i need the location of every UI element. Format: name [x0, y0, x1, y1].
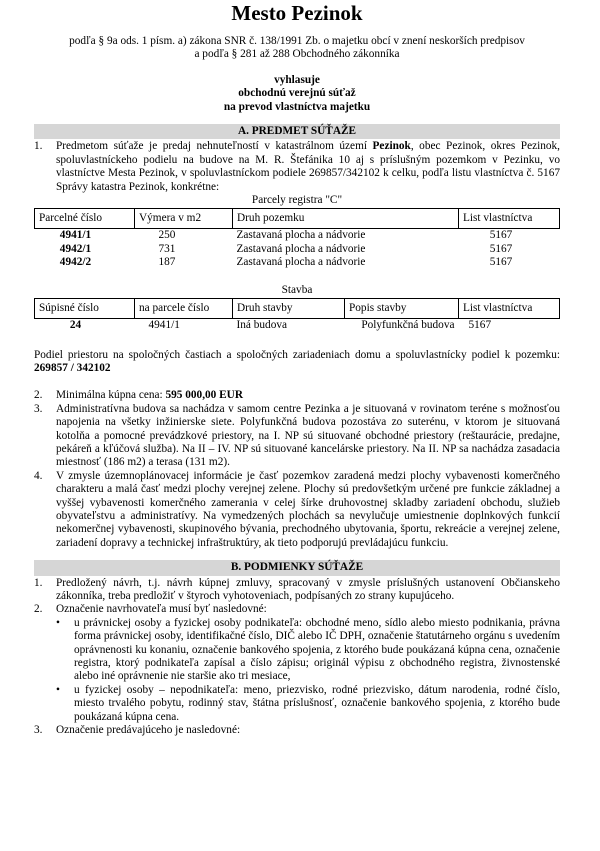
column-header: Druh pozemku [233, 209, 459, 229]
section-a-heading: A. PREDMET SÚŤAŽE [34, 124, 560, 139]
item-text: Predmetom súťaže je predaj nehnuteľností v katastrálnom území [56, 140, 373, 153]
table-cell: 4941/1 [59, 229, 92, 242]
table-row [35, 229, 560, 243]
stavba-table [34, 298, 560, 332]
section-a-item-4 [34, 470, 560, 550]
table-header-row [35, 299, 560, 319]
table-cell: 4942/2 [59, 256, 92, 269]
item-text: Predložený návrh, t.j. návrh kúpnej zmluvy, spracovaný v zmysle príslušných ustanovení Občianskeho zákonníka, treba predložiť v štyroch vyhotoveniach, podpísaných zo strany kupujúceho. [56, 576, 560, 602]
section-b-list [34, 577, 560, 617]
table-cell: Iná budova [236, 319, 288, 332]
column-header: Súpisné číslo [35, 299, 135, 319]
section-a-list [34, 140, 560, 194]
announcement [34, 74, 560, 114]
podiel-text: Podiel priestoru na spoločných častiach a spoločných zariadeniach domu a spoluvlastnícky podiel k pozemku: [34, 348, 560, 361]
column-header: na parcele číslo [135, 299, 233, 319]
section-b-item-2 [34, 603, 560, 616]
legal-basis-line-1: podľa § 9a ods. 1 písm. a) zákona SNR č. 138/1991 Zb. o majetku obcí v znení neskorších predpisov [69, 35, 525, 47]
parcely-table [34, 208, 560, 269]
item-number: 2. [34, 389, 43, 402]
stavba-caption: Stavba [281, 283, 313, 296]
bullet-icon: • [56, 616, 60, 629]
section-a-item-3 [34, 403, 560, 470]
table-cell: Polyfunkčná budova [361, 319, 455, 332]
legal-basis-line-2: a podľa § 281 až 288 Obchodného zákonníka [194, 48, 400, 61]
item-number: 3. [34, 724, 43, 737]
item-number: 1. [34, 140, 43, 153]
bullet-text: u fyzickej osoby – nepodnikateľa: meno, priezvisko, rodné priezvisko, dátum narodenia, rodné číslo, miesto trvalého pobytu, rodinný stav, štátna príslušnosť, označenie bankového spojenia, z ktorého bude poukázaná kúpna cena. [74, 683, 560, 723]
item-text: , obec Pezinok, okres Pezinok, spoluvlastníckeho podielu na budove na M. R. Štefánika 10 aj s príslušným pozemkom v Pezinku, vo vlastníctve Mesta Pezinok, v spoluvlastníckom podiele 269857/342102 k celku, podľa listu vlastníctva č. 5167 Správy katastra Pezinok, konkrétne: [56, 140, 560, 193]
item-text-bold: Pezinok [372, 140, 411, 153]
document-title: Mesto Pezinok [231, 1, 363, 25]
parcely-caption: Parcely registra "C" [251, 194, 343, 207]
column-header: List vlastníctva [459, 209, 560, 229]
table-cell: 5167 [489, 242, 513, 255]
announcement-line-1: vyhlasuje [274, 73, 320, 86]
item-text: Označenie navrhovateľa musí byť nasledovné: [56, 603, 267, 616]
table-cell: 24 [69, 319, 82, 332]
podiel-paragraph [34, 349, 560, 376]
section-b-list-continued [34, 724, 560, 737]
table-cell: 5167 [468, 319, 492, 332]
item-text: V zmysle územnoplánovacej informácie je časť pozemkov zaradená medzi plochy vybavenosti komerčného charakteru a malá časť medzi plochy verejnej zelene. Plochy sú predovšetkým určené pre funkcie základnej a vyššej vybavenosti komerčného zamerania v celej šírke druhovostnej skladby zariadení obchodu, služieb obyvateľstvu a administratívy. Na vymedzených plochách sa nevylučuje umiestnenie doplnkových funkcií nekomerčnej vybavenosti, skupinového bývania, prechodného ubytovania, športu, rekreácie a verejnej zelene, zariadení dopravy a technickej infraštruktúry, ak tieto podporujú prevládajúcu funkciu. [56, 469, 560, 549]
column-header: List vlastníctva [459, 299, 560, 319]
column-header: Parcelné číslo [35, 209, 135, 229]
document-page [0, 1, 600, 851]
table-cell: 187 [158, 256, 176, 269]
table-cell: 731 [158, 242, 176, 255]
section-b-item-3 [34, 724, 560, 737]
table-body [35, 229, 560, 270]
section-b-bullets [34, 617, 560, 724]
item-number: 4. [34, 469, 43, 482]
bullet-icon: • [56, 683, 60, 696]
table-cell: 4942/1 [59, 242, 92, 255]
announcement-line-2: obchodnú verejnú súťaž [238, 87, 356, 100]
table-row [35, 256, 560, 269]
bullet-item [52, 684, 560, 724]
column-header: Popis stavby [345, 299, 459, 319]
section-a-item-2 [34, 389, 560, 402]
table-row [35, 319, 560, 333]
table-row [35, 243, 560, 256]
table-cell: 5167 [489, 256, 513, 269]
section-a-item-1 [34, 140, 560, 194]
section-b-item-1 [34, 577, 560, 604]
table-cell: 4941/1 [148, 319, 180, 332]
item-number: 1. [34, 576, 43, 589]
item-number: 3. [34, 402, 43, 415]
announcement-line-3: na prevod vlastníctva majetku [223, 100, 371, 113]
table-cell: 5167 [489, 229, 513, 242]
item-number: 2. [34, 603, 43, 616]
column-header: Druh stavby [233, 299, 345, 319]
item-text: Administratívna budova sa nachádza v samom centre Pezinka a je situovaná v rovinatom teréne s možnosťou napojenia na všetky inžinierske siete. Polyfunkčná budova pozostáva zo suterénu, v ktorom je situovaná kotolňa a pomocné prevádzkové priestory, na I. NP sú situované obchodné priestory (reštaurácie, predajne, pekáreň a kľúčová služba). Na II – IV. NP sú situované kancelárske priestory. Na II. NP sa nachádza zasadacia miestnosť (186 m2) a terasa (131 m2). [56, 402, 560, 469]
table-header-row [35, 209, 560, 229]
podiel-value: 269857 / 342102 [34, 361, 111, 374]
table-body [35, 319, 560, 333]
bullet-item [52, 617, 560, 684]
table-cell: 250 [158, 229, 176, 242]
table-cell: Zastavaná plocha a nádvorie [236, 229, 366, 242]
section-b-heading: B. PODMIENKY SÚŤAŽE [34, 560, 560, 575]
legal-basis [34, 35, 560, 62]
table-cell: Zastavaná plocha a nádvorie [236, 256, 366, 269]
column-header: Výmera v m2 [135, 209, 233, 229]
minimum-price: 595 000,00 EUR [165, 389, 243, 402]
item-text: Minimálna kúpna cena: [56, 389, 166, 402]
bullet-text: u právnickej osoby a fyzickej osoby podnikateľa: obchodné meno, sídlo alebo miesto podnikania, právna forma právnickej osoby, identifikačné číslo, DIČ alebo IČ DPH, označenie štatutárneho orgánu s uvedením oprávnenosti ku konaniu, označenie bankového spojenia, z ktorého bude poukázaná kúpna cena, označenie registra, ktorý podnikateľa zapísal a číslo zápisu; originál výpisu z obchodného registra, živnostenské alebo iné oprávnenie nie staršie ako tri mesiace, [74, 616, 560, 683]
table-cell: Zastavaná plocha a nádvorie [236, 242, 366, 255]
item-text: Označenie predávajúceho je nasledovné: [56, 724, 241, 737]
section-a-list-continued [34, 389, 560, 550]
